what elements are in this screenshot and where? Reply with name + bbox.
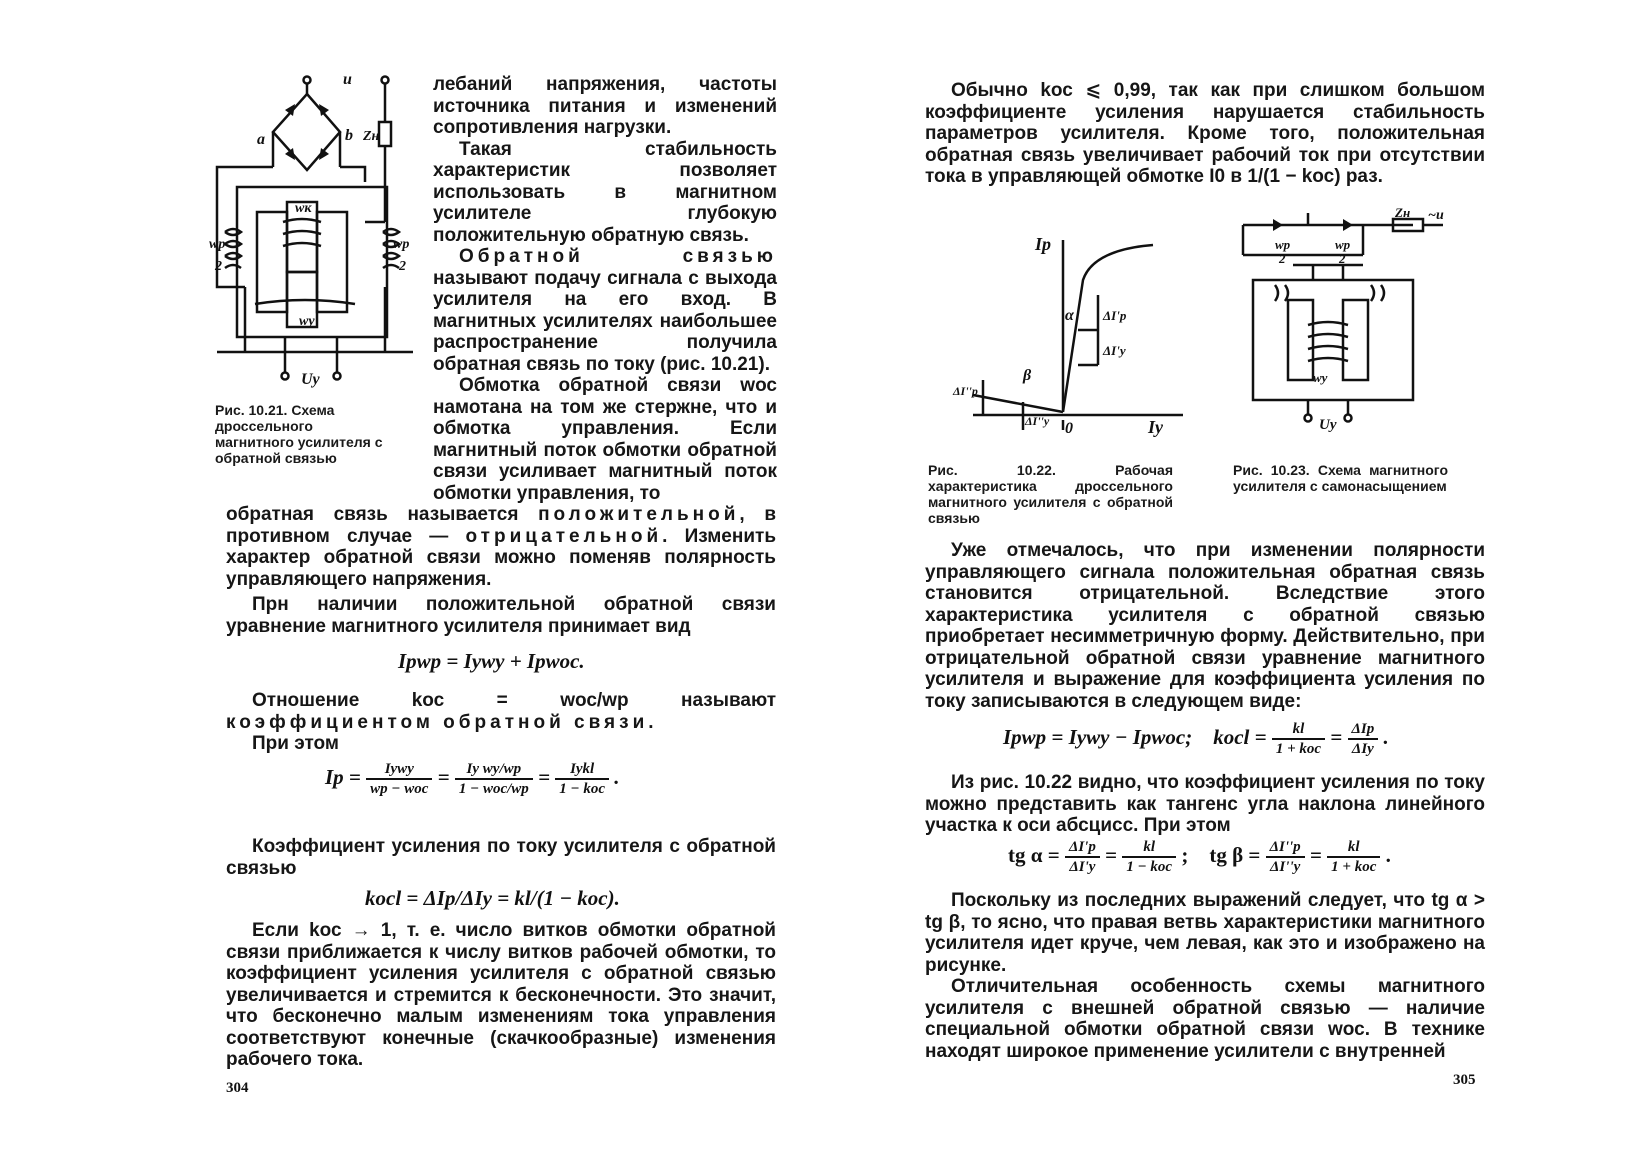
formula-4: Iрwр = Iуwу − Iрwос; kосl = $\frac{kl}{\text{1 + kос}}$ = $\frac{\text{ΔIр}}{\text{ΔIу}}$ .	[1003, 721, 1389, 757]
fraction	[1122, 838, 1176, 876]
formula-4-part2: kосl =	[1213, 724, 1267, 749]
fraction	[1266, 838, 1305, 876]
formula-5-sep: ;	[1181, 842, 1189, 867]
right-page	[813, 0, 1627, 1160]
formula-5-tga: tg α =	[1008, 842, 1060, 867]
formula-2-lhs: Iр =	[325, 764, 361, 789]
fig23-label-zn: Zн	[1395, 205, 1411, 220]
figure-10-22-chart	[953, 220, 1203, 440]
right-text-2	[925, 772, 1485, 837]
fig21-label-wp-left-den: 2	[215, 259, 222, 274]
fig21-label-a: a	[257, 131, 265, 148]
denominator: wр − wос	[370, 781, 429, 797]
denominator: 1 − kос	[1126, 859, 1173, 875]
left-full-text-3	[226, 836, 776, 879]
figure-10-23-caption: Рис. 10.23. Схема магнитного усилителя с самонасыщением	[1233, 462, 1448, 494]
left-full-text-2	[226, 690, 776, 755]
formula-5: tg α = $\frac{\Delta I'р}{\Delta I'у}$ = $\frac{kl}{\text{1 − kос}}$ ; tg β = $\frac{\Delta I''р}{\Delta I''у}$ = $\frac{kl}{\text{1 + kос}}$ .	[1008, 839, 1391, 875]
page-number-right: 305	[1453, 1072, 1476, 1088]
paragraph-equation-intro: Прн наличии положительной обратной связи уравнение магнитного усилителя принимает вид	[226, 594, 776, 637]
formula-4-part1: Iрwр = Iуwу − Iрwос;	[1003, 724, 1193, 749]
fig23-label-uy: Uу	[1319, 417, 1337, 433]
fig22-label-ip: Iр	[1035, 234, 1052, 254]
fig21-label-wp-right: wp	[393, 237, 410, 252]
fig21-label-uy: Uу	[301, 371, 320, 388]
denominator: 1 − kос	[559, 781, 606, 797]
fig23-label-wp1: wр	[1275, 237, 1291, 252]
fig22-label-beta: β	[1023, 367, 1032, 384]
numerator: kl	[1122, 838, 1176, 858]
fraction	[1065, 838, 1100, 876]
paragraph-then: При этом	[252, 733, 339, 754]
figure-10-21-diagram	[209, 71, 415, 402]
fig21-label-wp-left: wp	[209, 237, 226, 252]
numerator: ΔI''р	[1266, 838, 1305, 858]
figure-10-22-caption: Рис. 10.22. Рабочая характеристика дроссельного магнитного усилителя с обратной связью	[928, 462, 1173, 526]
fig23-label-wp1-den: 2	[1279, 251, 1286, 266]
fig21-label-b: b	[345, 127, 353, 144]
numerator: Iу wу/wр	[455, 760, 533, 780]
paragraph-gain: Коэффициент усиления по току усилителя с обратной связью	[226, 836, 776, 879]
fig22-label-alpha: α	[1065, 307, 1074, 324]
fig21-label-wy: wу	[299, 314, 315, 329]
fig23-label-wy: wу	[1313, 370, 1328, 385]
fraction	[555, 760, 609, 798]
figure-10-21-caption: Рис. 10.21. Схема дроссельного магнитного усилителя с обратной связью	[215, 402, 383, 466]
term-feedback-coefficient: коэффициентом обратной связи.	[226, 711, 658, 733]
formula-5-tgb: tg β =	[1209, 842, 1261, 867]
term-negative: отрицательной	[465, 525, 663, 547]
formula-5-end: .	[1385, 842, 1391, 867]
denominator: 1 + kос	[1331, 859, 1377, 875]
side-paragraph-2: Такая стабильность характеристик позволяет использовать в магнитном усилителе глубокую положительную обратную связь.	[433, 138, 777, 246]
right-top-text	[925, 80, 1485, 188]
text-span: Отношение kос = wос/wр называют	[252, 690, 776, 711]
numerator: ΔIр	[1348, 720, 1379, 740]
paragraph-steeper: Поскольку из последних выражений следует, что tg α > tg β, то ясно, что правая ветвь характеристики магнитного усилителя идет круче, чем левая, как это и изображено на рисунке.	[925, 890, 1485, 976]
paragraph-limit: Если kос → 1, т. е. число витков обмотки обратной связи приближается к числу витков рабочей обмотки, то коэффициент усиления усилителя с обратной связью увеличивается и стремится к бесконечности. Это значит, что бесконечно малым изменениям тока управления соответствуют конечные (скачкообразные) изменения рабочего тока.	[226, 920, 776, 1070]
text-span: . Изменить характер обратной связи можно поменяв полярность управляющего напряжения.	[226, 525, 777, 590]
numerator: Iуwу	[366, 760, 432, 780]
paragraph-tangent: Из рис. 10.22 видно, что коэффициент усиления по току можно представить как тангенс угла наклона линейного участка к оси абсцисс. При этом	[925, 772, 1485, 836]
fraction	[1348, 720, 1379, 758]
denominator: ΔI''у	[1270, 859, 1301, 875]
fig22-label-diy1: ΔI'у	[1103, 343, 1126, 358]
fig22-label-zero: 0	[1065, 420, 1073, 437]
paragraph-kos: Обычно kос ⩽ 0,99, так как при слишком большом коэффициенте усиления нарушается стабильность параметров усилителя. Кроме того, положительная обратная связь увеличивает рабочий ток при отсутствии тока в управляющей обмотке I0 в 1/(1 − kос) раз.	[925, 80, 1485, 187]
term-feedback: Обратной связью	[459, 246, 777, 267]
fig21-label-zn: Zн	[363, 129, 380, 144]
formula-1: Iрwр = Iуwу + Iрwос.	[398, 649, 585, 673]
formula-2: Iр = $\frac{\text{Iуwу}}{\text{wр − wос}}$ = $\frac{\text{Iу wу/wр}}{\text{1 − wос/wр}}$ = $\frac{\text{Iуkl}}{\text{1 − kос}}$ .	[325, 761, 620, 797]
fig23-label-wp2: wр	[1335, 237, 1351, 252]
numerator: Iуkl	[555, 760, 609, 780]
term-positive: положительной	[538, 504, 740, 525]
side-paragraph-1: лебаний напряжения, частоты источника питания и изменений сопротивления нагрузки.	[433, 74, 777, 138]
fig22-label-iy: Iу	[1148, 417, 1163, 437]
fraction	[455, 760, 533, 798]
fraction	[366, 760, 432, 798]
side-paragraph-3	[433, 246, 777, 375]
denominator: 1 − wос/wр	[458, 781, 529, 797]
denominator: ΔIу	[1351, 741, 1374, 757]
right-text-3	[925, 890, 1485, 1062]
fraction	[1272, 720, 1325, 758]
fig21-label-u: u	[343, 71, 352, 88]
paragraph-distinctive: Отличительная особенность схемы магнитного усилителя с внешней обратной связью — наличие специальной обмотки обратной связи wос. В технике находят широкое применение усилители с внутренней	[925, 976, 1485, 1062]
page-number-left: 304	[226, 1080, 249, 1096]
side-column-text	[433, 74, 777, 504]
fig21-label-wk: wк	[295, 201, 312, 216]
fig23-label-wp2-den: 2	[1339, 251, 1346, 266]
fig22-label-dip2: ΔI''р	[953, 384, 978, 398]
paragraph-polarity	[226, 504, 776, 590]
formula-3: kосl = ΔIр/ΔIу = kl/(1 − kос).	[365, 886, 620, 910]
fig22-label-diy2: ΔI''у	[1025, 414, 1050, 428]
left-full-text-1	[226, 504, 776, 637]
side-paragraph-4: Обмотка обратной связи wос намотана на том же стержне, что и обмотка управления. Если магнитный поток обмотки обратной связи усиливает магнитный поток обмотки управления, то	[433, 375, 777, 504]
text-span: обратная связь называется	[226, 504, 519, 525]
right-text-1	[925, 540, 1485, 712]
numerator: ΔI'р	[1065, 838, 1100, 858]
formula-2-end: .	[614, 764, 620, 789]
left-full-text-4	[226, 920, 776, 1071]
fig21-label-wp-right-den: 2	[399, 259, 406, 274]
fraction	[1327, 838, 1380, 876]
text-span: , в противном случае —	[226, 504, 777, 547]
side-paragraph-3-rest: называют подачу сигнала с выхода усилителя на его вход. В магнитных усилителях наибольшее распространение получила обратная связь по току (рис. 10.21).	[433, 267, 777, 375]
denominator: ΔI'у	[1069, 859, 1096, 875]
paragraph-ratio	[226, 690, 776, 733]
formula-4-end: .	[1383, 724, 1389, 749]
left-page	[0, 0, 813, 1160]
paragraph-asymmetry: Уже отмечалось, что при изменении полярности управляющего сигнала положительная обратная связь становится отрицательной. Вследствие этого характеристика усилителя с обратной связью приобретает несимметричную форму. Действительно, при отрицательной обратной связи уравнение магнитного усилителя и выражение для коэффициента усиления по току записываются в следующем виде:	[925, 540, 1485, 712]
fig23-label-u: ~u	[1428, 208, 1444, 223]
denominator: 1 + kос	[1275, 741, 1322, 757]
numerator: kl	[1272, 720, 1325, 740]
numerator: kl	[1327, 838, 1380, 858]
figure-10-23-diagram	[1233, 205, 1463, 435]
fig22-label-dip1: ΔI'р	[1103, 308, 1127, 323]
